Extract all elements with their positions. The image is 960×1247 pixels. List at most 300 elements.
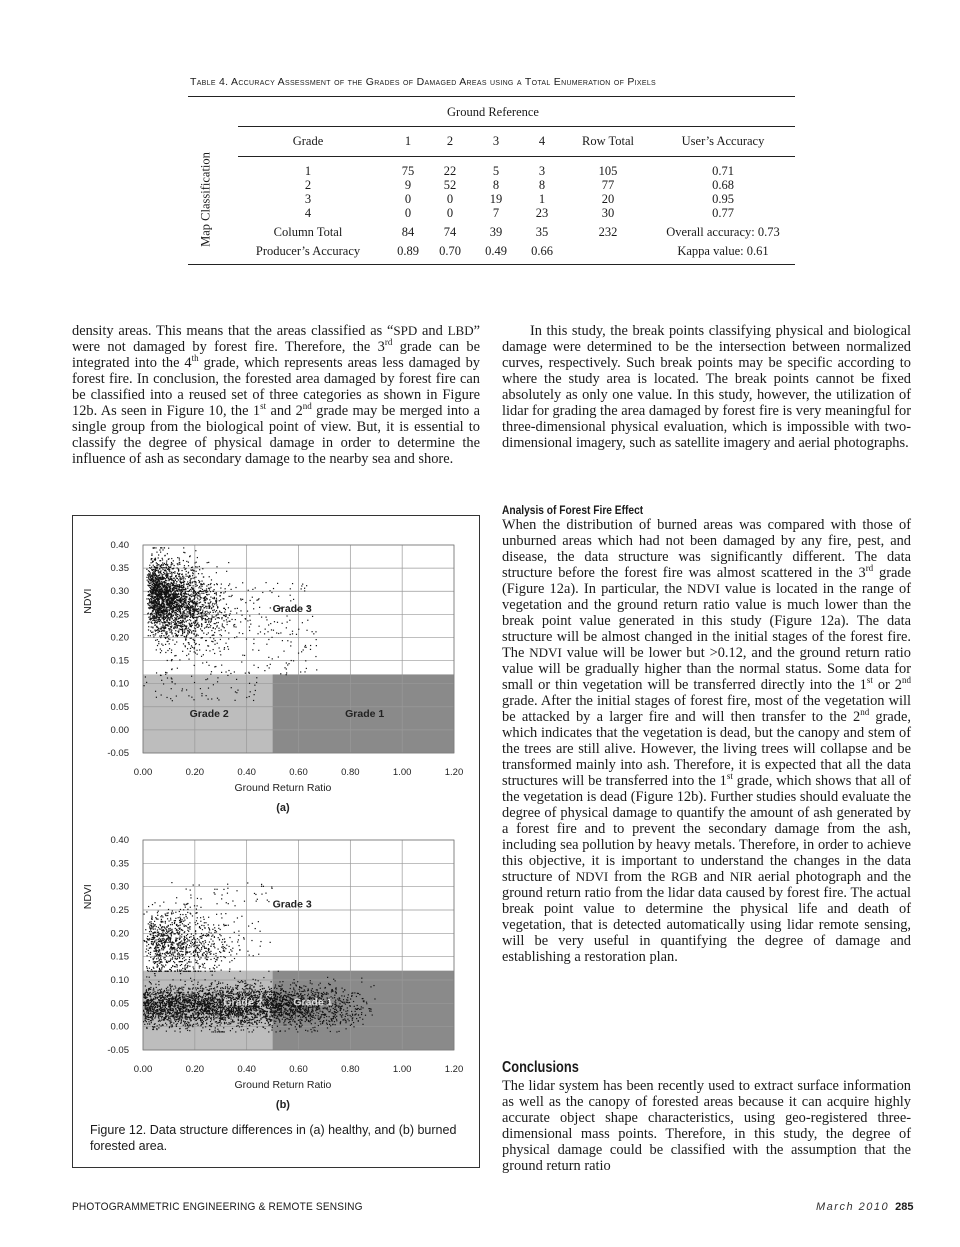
data-point [343,999,344,1000]
data-point [203,1014,204,1015]
data-point [344,996,345,997]
data-point [266,994,267,995]
data-point [258,980,259,981]
data-point [334,1001,335,1002]
data-point [253,1013,254,1014]
data-point [219,990,220,991]
data-point [336,1016,337,1017]
data-point [223,1027,224,1028]
data-point [237,1025,238,1026]
data-point [303,985,304,986]
table-cell: 0.71 [712,164,734,178]
data-point [244,989,245,990]
data-point [297,981,298,982]
data-point [228,1022,229,1023]
data-point [295,1015,296,1016]
data-point [181,1020,182,1021]
data-point [246,1020,247,1021]
data-point [260,989,261,990]
data-point [335,1006,336,1007]
data-point [186,1023,187,1024]
data-point [352,1018,353,1019]
data-point [239,1014,240,1015]
data-point [214,1013,215,1014]
data-point [223,1017,224,1018]
data-point [211,1031,212,1032]
text: or 2 [872,677,902,693]
data-point [272,1012,273,1013]
table-cell: 3 [304,192,312,206]
data-point [336,1019,337,1020]
data-point [318,1019,319,1020]
data-point [234,994,235,995]
data-point [158,981,159,982]
table-cell: 7 [492,206,500,220]
data-point [152,1026,153,1027]
data-point [242,1017,243,1018]
data-point [335,1014,336,1015]
data-point [179,1000,180,1001]
data-point [182,1017,183,1018]
data-point [336,1012,337,1013]
data-point [182,1015,183,1016]
y-tick-label: 0.15 [110,655,129,667]
data-point [266,992,267,993]
data-point [243,1029,244,1030]
data-point [169,1020,170,1021]
data-point [164,991,165,992]
data-point [274,992,275,993]
data-point [313,1015,314,1016]
data-point [287,1000,288,1001]
data-point [318,984,319,985]
data-point [162,993,163,994]
data-point [214,1030,215,1031]
data-point [193,987,194,988]
data-point [314,1018,315,1019]
abbr-spd: SPD [393,323,418,338]
table-cell: 0 [404,192,412,206]
data-point [270,997,271,998]
data-point [330,1025,331,1026]
data-point [173,989,174,990]
superscript: st [726,771,733,782]
data-point [247,1023,248,1024]
data-point [264,992,265,993]
data-point [251,989,252,990]
section-heading-conclusions: Conclusions [502,1059,579,1076]
data-point [158,1027,159,1028]
data-point [188,994,189,995]
data-point [203,1017,204,1018]
data-point [218,981,219,982]
data-point [338,1007,339,1008]
y-tick-label: 0.40 [110,540,129,551]
paragraph: The lidar system has been recently used to extract surface information as well as the canopy of forested areas because it can acquire highly accurate object shape characteristics, using geo-registered three-dimensional mass points. Therefore, in this study, the degree of physical damage could be classified with the assumption that the ground return ratio [502,1078,911,1174]
data-point [244,986,245,987]
data-point [261,1022,262,1023]
table-cell: 30 [601,206,615,220]
data-point [246,988,247,989]
data-point [324,993,325,994]
data-point [312,1009,313,1010]
table-cell: Producer’s Accuracy [255,244,361,258]
data-point [213,997,214,998]
data-point [299,986,300,987]
data-point [344,989,345,990]
data-point [262,1017,263,1018]
data-point [166,1024,167,1025]
text: grade, which represents areas less damaged by forest fire. In conclusion, the forested area damaged by forest fire can be classified into a reused set of three categories as shown in Figure 12b. As seen in Figure 10, the 1 [72,355,480,419]
data-point [153,988,154,989]
data-point [213,1016,214,1017]
data-point [267,999,268,1000]
data-point [273,991,274,992]
data-point [347,1010,348,1011]
data-point [279,1022,280,1023]
data-point [193,1003,194,1004]
data-point [356,1018,357,1019]
data-point [242,1020,243,1021]
data-point [311,983,312,984]
data-point [249,1031,250,1032]
data-point [184,1024,185,1025]
data-point [214,998,215,999]
data-point [292,991,293,992]
header-col-1: 1 [404,134,412,148]
data-point [150,1008,151,1009]
data-point [243,989,244,990]
data-point [213,1015,214,1016]
abbr-ndvi: NDVI [529,645,562,660]
data-point [159,996,160,997]
data-point [312,1027,313,1028]
table-cell: 9 [404,178,412,192]
data-point [191,981,192,982]
data-point [175,1005,176,1006]
y-tick-label: 0.20 [110,632,129,644]
data-point [341,995,342,996]
data-point [180,1031,181,1032]
y-tick-label: -0.05 [107,748,129,759]
data-point [245,980,246,981]
data-point [253,1018,254,1019]
data-point [345,1022,346,1023]
data-point [347,1007,348,1008]
data-point [242,993,243,994]
table-cell: 75 [401,164,415,178]
data-point [158,1018,159,1019]
data-point [320,1021,321,1022]
data-point [188,1022,189,1023]
data-point [193,1019,194,1020]
ground-reference-header: Ground Reference [447,105,539,119]
data-point [166,1031,167,1032]
data-point [280,986,281,987]
data-point [216,1021,217,1022]
data-point [202,990,203,991]
data-point [185,1004,186,1005]
superscript: th [191,353,199,364]
data-point [220,999,221,1000]
data-point [322,1021,323,1022]
data-point [239,992,240,993]
data-point [185,984,186,985]
data-point [271,981,272,982]
data-point [292,982,293,983]
data-point [180,973,181,974]
data-point [191,991,192,992]
data-point [241,1024,242,1025]
data-point [308,994,309,995]
data-point [362,1019,363,1020]
data-point [180,988,181,989]
superscript: nd [860,707,870,718]
data-point [281,997,282,998]
data-point [225,1017,226,1018]
data-point [216,1017,217,1018]
region-label-grade-1: Grade 1 [345,707,385,720]
data-point [339,1003,340,1004]
table-cell: 105 [598,164,618,178]
data-point [200,988,201,989]
data-point [211,1023,212,1024]
chart-b-container [0,0,480,1135]
data-point [150,1020,151,1021]
data-point [268,1018,269,1019]
data-point [156,1013,157,1014]
data-point [158,1016,159,1017]
data-point [212,992,213,993]
region-label-grade-3: Grade 3 [272,603,312,616]
data-point [146,1001,147,1002]
data-point [203,995,204,996]
data-point [244,1018,245,1019]
data-point [340,1023,341,1024]
data-point [167,1015,168,1016]
data-point [186,1011,187,1012]
data-point [301,1025,302,1026]
data-point [250,986,251,987]
data-point [192,1013,193,1014]
data-point [242,988,243,989]
data-point [275,993,276,994]
data-point [239,1010,240,1011]
data-point [188,996,189,997]
data-point [294,992,295,993]
data-point [233,1016,234,1017]
data-point [285,991,286,992]
data-point [331,991,332,992]
table-cell: Kappa value: 0.61 [677,244,769,258]
data-point [170,1023,171,1024]
data-point [151,1022,152,1023]
data-point [159,1024,160,1025]
data-point [316,1012,317,1013]
data-point [315,1010,316,1011]
data-point [157,990,158,991]
data-point [345,1016,346,1017]
x-tick-label: 1.20 [444,767,464,778]
data-point [326,1016,327,1017]
data-point [175,1021,176,1022]
data-point [210,998,211,999]
data-point [300,1012,301,1013]
data-point [334,1004,335,1005]
data-point [201,1030,202,1031]
data-point [265,1002,266,1003]
data-point [211,1015,212,1016]
data-point [215,980,216,981]
text: value is located in the range of vegetation and the ground return ratio value is much lower than the break point value generated in this study (Figure 12a). The data structure will be almost changed in the initial stages of the forest fire. The [502,581,911,661]
data-point [320,983,321,984]
data-point [248,1020,249,1021]
data-point [158,1021,159,1022]
text: grade. After the initial stages of forest fire, most of the vegetation will be attacked by a larger fire and will then transfer to the 2 [502,693,911,725]
data-point [247,1017,248,1018]
table-cell: 3 [538,164,546,178]
data-point [179,1019,180,1020]
data-point [294,1014,295,1015]
superscript: nd [902,675,911,686]
data-point [158,984,159,985]
map-classification-label: Map Classification [198,152,213,247]
data-point [152,1014,153,1015]
data-point [265,995,266,996]
data-point [206,995,207,996]
data-point [354,992,355,993]
data-point [197,1025,198,1026]
data-point [355,1014,356,1015]
data-point [239,1026,240,1027]
data-point [145,1006,146,1007]
abbr-rgb: RGB [670,869,698,884]
x-tick-label: 0.80 [341,767,360,778]
data-point [347,1015,348,1016]
panel-label: (a) [276,802,290,814]
data-point [291,1024,292,1025]
table-cell: 74 [443,225,457,239]
data-point [227,1024,228,1025]
data-point [180,992,181,993]
data-point [338,1031,339,1032]
data-point [187,992,188,993]
data-point [159,1002,160,1003]
data-point [347,1002,348,1003]
data-point [196,994,197,995]
data-point [192,988,193,989]
data-point [306,1020,307,1021]
table-cell: Overall accuracy: 0.73 [666,225,780,239]
data-point [238,1023,239,1024]
data-point [361,1006,362,1007]
table-cell: 4 [304,206,312,220]
data-point [145,1014,146,1015]
data-point [318,1018,319,1019]
header-col-2: 2 [446,134,454,148]
data-point [340,1014,341,1015]
data-point [180,999,181,1000]
data-point [330,1031,331,1032]
data-point [283,991,284,992]
data-point [148,1011,149,1012]
data-point [166,988,167,989]
data-point [195,1020,196,1021]
data-point [296,1029,297,1030]
data-point [155,998,156,999]
data-point [268,1023,269,1024]
data-point [305,1012,306,1013]
data-point [201,985,202,986]
data-point [166,990,167,991]
data-point [216,996,217,997]
data-point [272,1015,273,1016]
text: grade, which shows that all of the vegetation is dead (Figure 12b). Further studies should evaluate the degree of physical damage to quantify the amount of ash generated by a forest fire and to prevent the secondary damage from the ash, including sea pollution by heavy metals. Therefore, in order to achieve this objective, it is important to understand the changes in the data structure of [502,773,911,885]
data-point [200,1025,201,1026]
data-point [369,1010,370,1011]
data-point [207,1018,208,1019]
data-point [241,980,242,981]
text: grade may be merged into a single group from the biological point of view. But, it is essential to classify the degree of physical damage in order to determine the influence of ash as secondary damage to the nearby sea and shore. [72,403,480,467]
data-point [252,1022,253,1023]
data-point [144,1024,145,1025]
table-cell: 1 [304,164,312,178]
data-point [183,987,184,988]
data-point [311,990,312,991]
y-tick-label: 0.30 [110,586,129,598]
data-point [292,1020,293,1021]
text: aerial photograph and the ground return ratio from the lidar data caused by forest fire. The actual break point value to determine the physical life and death of vegetation, that is detected automatically using lidar remote sensing, will be very useful in quantifying the degree of damage and establishing a restoration plan. [502,869,911,965]
paragraph: In this study, the break points classifying physical and biological damage were determined to be the intersection between normalized curves, respectively. Such break points may be specific according to where the study area is located. The break points cannot be fixed absolutely as only one value. In this study, however, the utilization of lidar for grading the area damaged by forest fire is very meaningful for three-dimensional physical evaluation, which is impossible with two-dimensional imagery, such as satellite imagery and aerial photographs. [502,323,911,451]
data-point [231,1021,232,1022]
data-point [299,1021,300,1022]
data-point [334,997,335,998]
data-point [155,1010,156,1011]
data-point [310,980,311,981]
data-point [223,988,224,989]
data-point [174,1030,175,1031]
data-point [217,1023,218,1024]
data-point [225,1013,226,1014]
data-point [289,1015,290,1016]
data-point [262,993,263,994]
data-point [177,1016,178,1017]
data-point [168,1018,169,1019]
data-point [283,1003,284,1004]
data-point [205,1026,206,1027]
table-cell: 232 [598,225,618,239]
data-point [153,999,154,1000]
text: from the [608,869,671,885]
data-point [334,995,335,996]
table-cell: 77 [601,178,615,192]
data-point [265,1023,266,1024]
data-point [192,995,193,996]
data-point [326,1020,327,1021]
header-users-accuracy: User’s Accuracy [681,134,765,148]
data-point [275,1021,276,1022]
data-point [186,998,187,999]
data-point [231,993,232,994]
data-point [282,1019,283,1020]
data-point [283,1017,284,1018]
data-point [216,1008,217,1009]
data-point [275,1031,276,1032]
data-point [247,1028,248,1029]
data-point [352,1020,353,1021]
data-point [313,1017,314,1018]
data-point [350,1025,351,1026]
